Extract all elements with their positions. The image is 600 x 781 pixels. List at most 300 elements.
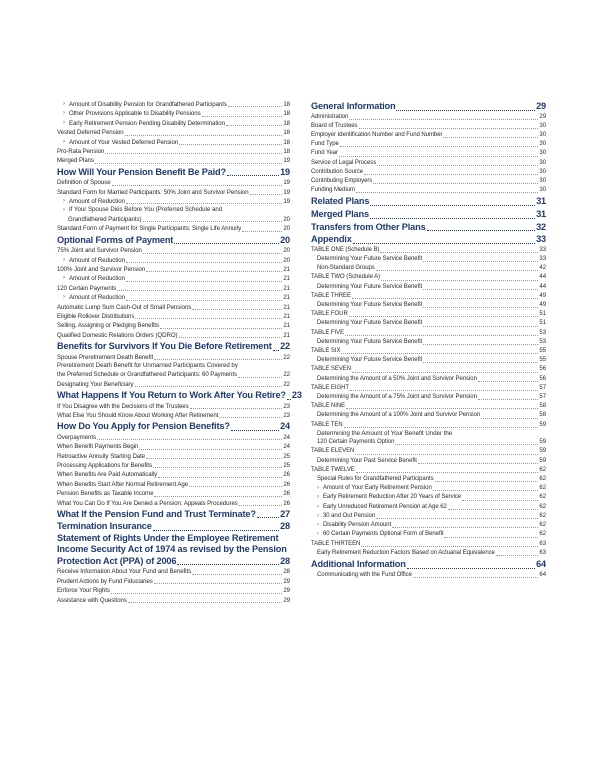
toc-entry-row[interactable] <box>57 577 290 586</box>
toc-entry-row[interactable] <box>311 571 546 580</box>
dot-leader <box>361 546 538 547</box>
toc-entry <box>57 100 290 109</box>
toc-entry <box>57 128 290 137</box>
toc-entry-row[interactable] <box>57 197 290 206</box>
toc-entry-row[interactable] <box>311 466 546 475</box>
toc-entry-row[interactable] <box>311 283 546 292</box>
chevron-right-icon: › <box>317 494 319 501</box>
toc-entry <box>311 393 546 402</box>
toc-entry-row[interactable] <box>311 310 546 319</box>
toc-entry-row[interactable] <box>311 122 546 131</box>
toc-entry-row[interactable] <box>57 100 290 109</box>
toc-entry-text: TABLE FOUR <box>311 311 348 318</box>
toc-entry <box>311 168 546 177</box>
dot-leader <box>242 231 282 232</box>
dot-leader <box>376 270 539 271</box>
dot-leader <box>160 328 282 329</box>
toc-entry-row[interactable] <box>57 109 290 118</box>
toc-entry <box>57 596 290 605</box>
toc-entry-row[interactable] <box>57 452 290 461</box>
toc-page-number: 44 <box>539 283 546 290</box>
toc-entry-row[interactable] <box>311 438 546 447</box>
dot-leader <box>377 165 538 166</box>
toc-entry-text-line <box>57 206 290 214</box>
toc-entry-row[interactable] <box>57 556 290 567</box>
toc-entry-row[interactable] <box>311 101 546 113</box>
dot-leader <box>413 577 539 578</box>
toc-entry-text: Amount of Disability Pension for Grandfathered Participants <box>68 101 227 108</box>
toc-entry-row[interactable] <box>311 384 546 393</box>
toc-entry-text: Processing Applications for Benefits <box>57 462 153 470</box>
toc-page-number: 51 <box>539 320 546 327</box>
toc-entry <box>57 312 290 321</box>
dot-leader <box>346 408 538 409</box>
toc-entry-row[interactable] <box>57 178 290 187</box>
dot-leader <box>190 408 283 409</box>
toc-entry <box>57 156 290 165</box>
toc-entry <box>311 530 546 539</box>
toc-entry-row[interactable] <box>311 222 546 234</box>
toc-entry-row[interactable] <box>57 188 290 197</box>
toc-entry-text: Determining Your Future Service Benefit <box>317 357 423 364</box>
toc-entry-row[interactable] <box>311 209 546 221</box>
toc-entry <box>311 457 546 466</box>
dot-leader <box>112 185 283 186</box>
toc-page-number: 59 <box>539 448 546 455</box>
toc-entry-text: 100% Joint and Survivor Pension <box>57 265 146 273</box>
toc-entry-row[interactable] <box>311 421 546 430</box>
toc-entry-text: Appendix <box>311 234 352 245</box>
dot-leader <box>126 262 282 263</box>
toc-entry-row[interactable] <box>57 421 290 432</box>
toc-entry-row[interactable] <box>311 411 546 420</box>
dot-leader <box>153 467 282 468</box>
toc-entry-text: Amount of Your Early Retirement Pension <box>322 485 432 492</box>
toc-entry-text: Qualified Domestic Relations Orders (QDRO) <box>57 331 178 339</box>
toc-entry-row[interactable] <box>57 274 290 283</box>
toc-entry-text: Spouse Preretirement Death Benefit <box>57 353 154 361</box>
toc-entry-row[interactable] <box>311 329 546 338</box>
toc-entry <box>57 577 290 586</box>
toc-entry-row[interactable] <box>311 365 546 374</box>
toc-page-number: 29 <box>283 596 290 604</box>
dot-leader <box>189 486 282 487</box>
toc-entry-text: Contribution Source <box>311 168 364 175</box>
toc-page-number: 62 <box>539 512 546 519</box>
toc-entry-row[interactable] <box>57 284 290 293</box>
toc-entry-text: Administration <box>311 113 349 120</box>
toc-entry-row[interactable] <box>57 341 290 352</box>
toc-page-number: 59 <box>539 457 546 464</box>
dot-leader <box>97 439 282 440</box>
toc-entry-row[interactable] <box>57 442 290 451</box>
toc-entry-row[interactable] <box>311 338 546 347</box>
dot-leader <box>238 377 282 378</box>
toc-page-number: 31 <box>536 196 546 207</box>
toc-entry-row[interactable] <box>311 393 546 402</box>
toc-entry-text: Optional Forms of Payment <box>57 234 174 245</box>
toc-entry-row[interactable] <box>57 156 290 165</box>
toc-entry-row[interactable] <box>57 480 290 489</box>
toc-page-number: 44 <box>539 274 546 281</box>
dot-leader <box>352 372 538 373</box>
toc-entry-text: Other Provisions Applicable to Disability Pensions <box>68 110 201 118</box>
toc-entry-text: When Benefits Are Paid Automatically <box>57 471 158 479</box>
toc-entry-text: TABLE SEVEN <box>311 366 352 373</box>
toc-page-number: 18 <box>283 110 290 118</box>
toc-entry-row[interactable] <box>57 353 290 362</box>
toc-entry-text: Early Retirement Reduction Factors Based on Actuarial Equivalence <box>317 549 495 556</box>
dot-leader <box>349 316 539 317</box>
toc-entry-row[interactable] <box>57 215 290 224</box>
toc-entry <box>311 484 546 493</box>
toc-entry-row[interactable] <box>311 447 546 456</box>
toc-entry <box>311 521 546 530</box>
toc-entry-text: Determining Your Future Service Benefit <box>317 283 423 290</box>
toc-entry-text: Employer Identification Number and Fund Number <box>311 132 443 138</box>
toc-entry <box>311 131 546 140</box>
toc-entry <box>57 461 290 470</box>
chevron-right-icon: › <box>317 485 319 492</box>
toc-entry <box>311 503 546 512</box>
toc-entry-row[interactable] <box>311 549 546 558</box>
toc-entry-row[interactable] <box>311 131 546 140</box>
toc-entry-row[interactable] <box>311 402 546 411</box>
dot-leader <box>154 359 282 360</box>
toc-entry <box>311 365 546 374</box>
toc-section <box>57 421 290 432</box>
toc-entry-row[interactable] <box>57 567 290 576</box>
toc-page-number: 22 <box>283 353 290 361</box>
dot-leader <box>126 281 282 282</box>
dot-leader <box>111 593 282 594</box>
toc-entry-row[interactable] <box>311 493 546 502</box>
toc-entry <box>57 586 290 595</box>
toc-entry-row[interactable] <box>311 246 546 255</box>
toc-section <box>311 101 546 113</box>
toc-entry-row[interactable] <box>311 530 546 539</box>
toc-entry <box>57 480 290 489</box>
dot-leader <box>143 253 282 254</box>
toc-entry <box>311 264 546 273</box>
toc-entry-row[interactable] <box>311 234 546 246</box>
toc-entry-row[interactable] <box>311 159 546 168</box>
toc-entry-row[interactable] <box>57 586 290 595</box>
dot-leader <box>496 555 539 556</box>
toc-entry-text: Service of Legal Process <box>311 159 377 166</box>
toc-section <box>57 509 290 520</box>
toc-entry-text: Enforce Your Rights <box>57 587 110 595</box>
toc-entry-row[interactable] <box>57 312 290 321</box>
toc-page-number: 42 <box>539 265 546 272</box>
toc-page-number: 25 <box>283 462 290 470</box>
toc-entry-row[interactable] <box>311 503 546 512</box>
dot-leader <box>350 390 538 391</box>
toc-entry-row[interactable] <box>311 177 546 186</box>
toc-entry-row[interactable] <box>311 521 546 530</box>
toc-entry-row[interactable] <box>311 347 546 356</box>
toc-page-number: 28 <box>280 556 290 567</box>
toc-page-number: 62 <box>539 466 546 473</box>
toc-page-number: 22 <box>280 341 290 352</box>
toc-entry <box>57 246 290 255</box>
toc-entry-row[interactable] <box>57 256 290 265</box>
toc-entry-row[interactable] <box>311 559 546 571</box>
dot-leader <box>135 318 282 319</box>
toc-entry-row[interactable] <box>57 303 290 312</box>
toc-right-list <box>311 101 546 580</box>
toc-entry <box>311 411 546 420</box>
toc-entry-row[interactable] <box>311 319 546 328</box>
toc-entry <box>311 140 546 149</box>
toc-page-number: 23 <box>283 412 290 419</box>
toc-entry-text: What Happens If You Return to Work After You Retire? <box>57 390 286 401</box>
dot-leader <box>373 183 538 184</box>
toc-entry-row[interactable] <box>57 499 290 508</box>
toc-entry-row[interactable] <box>311 196 546 208</box>
toc-page-number: 29 <box>283 577 290 585</box>
chevron-right-icon: › <box>63 256 65 263</box>
toc-page-number: 62 <box>539 522 546 529</box>
toc-entry <box>57 499 290 508</box>
dot-leader <box>423 362 538 363</box>
toc-page-number: 22 <box>283 380 290 388</box>
toc-entry <box>57 402 290 411</box>
toc-entry-text: Prudent Actions by Fund Fiduciaries <box>57 577 153 585</box>
chevron-right-icon: › <box>63 138 65 145</box>
toc-entry-row[interactable] <box>57 138 290 147</box>
dot-leader <box>192 309 282 310</box>
toc-page-number: 59 <box>539 439 546 446</box>
toc-entry <box>57 265 290 274</box>
toc-entry-text: TABLE TWO (Schedule A) <box>311 274 381 281</box>
toc-section <box>311 559 546 571</box>
toc-entry-row[interactable] <box>57 370 290 379</box>
toc-entry-row[interactable] <box>311 168 546 177</box>
toc-entry-row[interactable] <box>57 147 290 156</box>
toc-page-number: 25 <box>283 452 290 460</box>
toc-entry-row[interactable] <box>311 273 546 282</box>
toc-entry <box>57 452 290 461</box>
dot-leader <box>126 203 282 204</box>
toc-entry <box>311 255 546 264</box>
dot-leader <box>228 106 282 107</box>
toc-entry-row[interactable] <box>57 265 290 274</box>
toc-entry-text: Retroactive Annuity Starting Date <box>57 452 146 460</box>
toc-entry-text: Determining Your Future Service Benefit <box>317 338 423 345</box>
toc-page-number: 20 <box>283 225 290 233</box>
toc-entry-text: Amount of Reduction <box>68 256 125 264</box>
toc-section <box>57 341 290 352</box>
toc-entry-row[interactable] <box>311 292 546 301</box>
toc-entry-row[interactable] <box>57 331 290 340</box>
toc-entry-text: Assistance with Questions <box>57 596 127 604</box>
toc-page-number: 24 <box>280 421 290 432</box>
toc-entry-text: Definition of Spouse <box>57 179 111 187</box>
toc-entry-text: Fund Type <box>311 141 339 148</box>
dot-leader <box>179 144 282 145</box>
toc-entry-row[interactable] <box>311 149 546 158</box>
toc-entry <box>57 567 290 576</box>
toc-entry <box>57 188 290 197</box>
toc-entry <box>57 293 290 302</box>
toc-entry-text: 60 Certain Payments Optional Form of Benefit <box>322 531 444 538</box>
toc-page-number: 20 <box>283 256 290 264</box>
toc-entry <box>311 447 546 456</box>
toc-entry-row[interactable] <box>311 255 546 264</box>
toc-page-number: 53 <box>539 338 546 345</box>
toc-page-number: 23 <box>291 390 302 401</box>
toc-page-number: 21 <box>283 312 290 320</box>
toc-entry-row[interactable] <box>311 484 546 493</box>
toc-entry-row[interactable] <box>57 246 290 255</box>
toc-entry-row[interactable] <box>311 140 546 149</box>
dot-leader <box>433 490 539 491</box>
toc-entry <box>311 384 546 393</box>
toc-entry-row[interactable] <box>57 380 290 389</box>
toc-page-number: 26 <box>283 499 290 507</box>
toc-entry-row[interactable] <box>57 461 290 470</box>
toc-entry <box>311 571 546 580</box>
dot-leader <box>154 583 283 584</box>
toc-entry-text: 75% Joint and Survivor Pension <box>57 247 142 255</box>
toc-page-number: 62 <box>539 485 546 492</box>
toc-page-number: 24 <box>283 433 290 441</box>
dot-leader <box>226 125 282 126</box>
toc-entry-row[interactable] <box>57 390 302 401</box>
toc-entry <box>57 353 290 362</box>
chevron-right-icon: › <box>63 294 65 301</box>
dot-leader <box>345 335 538 336</box>
toc-page-number: 31 <box>536 209 546 220</box>
toc-page-number: 49 <box>539 302 546 309</box>
toc-page-number: 19 <box>283 179 290 187</box>
toc-entry-row[interactable] <box>311 113 546 122</box>
toc-entry <box>311 113 546 122</box>
toc-page-number: 23 <box>283 402 290 410</box>
toc-page-number: 22 <box>283 371 290 379</box>
toc-entry-row[interactable] <box>57 411 290 420</box>
toc-entry <box>311 122 546 131</box>
toc-entry-row[interactable] <box>57 119 290 128</box>
toc-page-number: 18 <box>283 101 290 108</box>
toc-entry-text: Merged Plans <box>57 157 94 165</box>
toc-entry <box>311 466 546 475</box>
toc-page-number: 19 <box>283 157 290 165</box>
dot-leader <box>370 205 535 206</box>
toc-entry-row[interactable] <box>311 356 546 365</box>
toc-entry-text: How Will Your Pension Benefit Be Paid? <box>57 166 226 177</box>
toc-entry-text: Standard Form for Married Participants: 50% Joint and Survivor Pension <box>57 188 249 196</box>
toc-page-number: 51 <box>539 311 546 318</box>
toc-page-number: 63 <box>539 549 546 556</box>
toc-entry-row[interactable] <box>311 186 546 195</box>
toc-entry-row[interactable] <box>57 470 290 479</box>
toc-entry <box>57 109 290 118</box>
dot-leader <box>174 243 279 244</box>
toc-entry-text: Determining the Amount of a 50% Joint and Survivor Pension <box>317 375 477 382</box>
toc-entry <box>57 197 290 206</box>
toc-page-number: 18 <box>283 129 290 137</box>
toc-entry-row[interactable] <box>311 264 546 273</box>
dot-leader <box>105 153 282 154</box>
dot-leader <box>349 119 538 120</box>
toc-section <box>57 521 290 532</box>
toc-entry-row[interactable] <box>311 375 546 384</box>
toc-entry-text: Amount of Reduction <box>68 294 125 302</box>
toc-entry-text: 30 and Out Pension <box>322 512 376 519</box>
toc-entry-row[interactable] <box>57 235 290 246</box>
toc-entry-text: TABLE TWELVE <box>311 466 355 473</box>
toc-entry-row[interactable] <box>57 521 290 532</box>
toc-entry-text: the Preferred Schedule or Grandfathered Participants: 60 Payments <box>57 371 238 379</box>
toc-entry-row[interactable] <box>311 475 546 484</box>
toc-entry-text: If You Disagree with the Decisions of the Trustees <box>57 402 189 410</box>
dot-leader <box>396 110 535 111</box>
chevron-right-icon: › <box>63 110 65 117</box>
toc-entry-row[interactable] <box>57 509 290 520</box>
toc-entry-row[interactable] <box>57 293 290 302</box>
toc-page-number: 30 <box>539 132 546 138</box>
toc-page-number: 21 <box>283 284 290 292</box>
dot-leader <box>392 527 538 528</box>
toc-entry-row[interactable] <box>311 512 546 521</box>
toc-entry-row[interactable] <box>311 457 546 466</box>
toc-entry-row[interactable] <box>57 596 290 605</box>
toc-entry <box>311 283 546 292</box>
toc-page-number: 33 <box>539 246 546 253</box>
toc-entry-text: Grandfathered Participants) <box>68 215 142 223</box>
toc-page-number: 30 <box>539 150 546 157</box>
dot-leader <box>423 307 538 308</box>
dot-leader <box>423 289 538 290</box>
toc-entry <box>311 292 546 301</box>
toc-entry-text: Amount of Reduction <box>68 198 125 206</box>
toc-entry <box>57 224 290 233</box>
dot-leader <box>128 602 282 603</box>
toc-entry-text: TABLE THREE <box>311 292 351 299</box>
toc-entry <box>311 177 546 186</box>
toc-entry-row[interactable] <box>57 321 290 330</box>
toc-page-number: 21 <box>283 265 290 273</box>
dot-leader <box>250 194 283 195</box>
toc-page-number: 62 <box>539 503 546 510</box>
toc-section <box>311 234 546 246</box>
toc-entry-row[interactable] <box>57 402 290 411</box>
toc-entry-row[interactable] <box>57 433 290 442</box>
toc-entry <box>311 329 546 338</box>
toc-entry-text: Disability Pension Amount <box>322 522 392 529</box>
dot-leader <box>287 399 291 400</box>
toc-entry-row[interactable] <box>311 540 546 549</box>
toc-entry-text: TABLE TEN <box>311 421 343 428</box>
dot-leader <box>481 418 538 419</box>
chevron-right-icon: › <box>63 275 65 282</box>
toc-entry-row[interactable] <box>57 167 290 178</box>
dot-leader <box>478 381 539 382</box>
dot-leader <box>423 344 538 345</box>
toc-entry-row[interactable] <box>311 301 546 310</box>
toc-entry-text: Determining Your Future Service Benefit <box>317 302 423 309</box>
toc-entry-row[interactable] <box>57 489 290 498</box>
toc-entry-row[interactable] <box>57 224 290 233</box>
toc-entry <box>57 274 290 283</box>
toc-entry-text: Vested Deferred Pension <box>57 129 124 137</box>
toc-entry-text: Determining Your Past Service Benefit <box>317 457 417 464</box>
toc-entry-text: Early Unreduced Retirement Pension at Age 62 <box>322 503 447 510</box>
toc-entry-row[interactable] <box>57 128 290 137</box>
toc-page-number: 26 <box>283 480 290 488</box>
